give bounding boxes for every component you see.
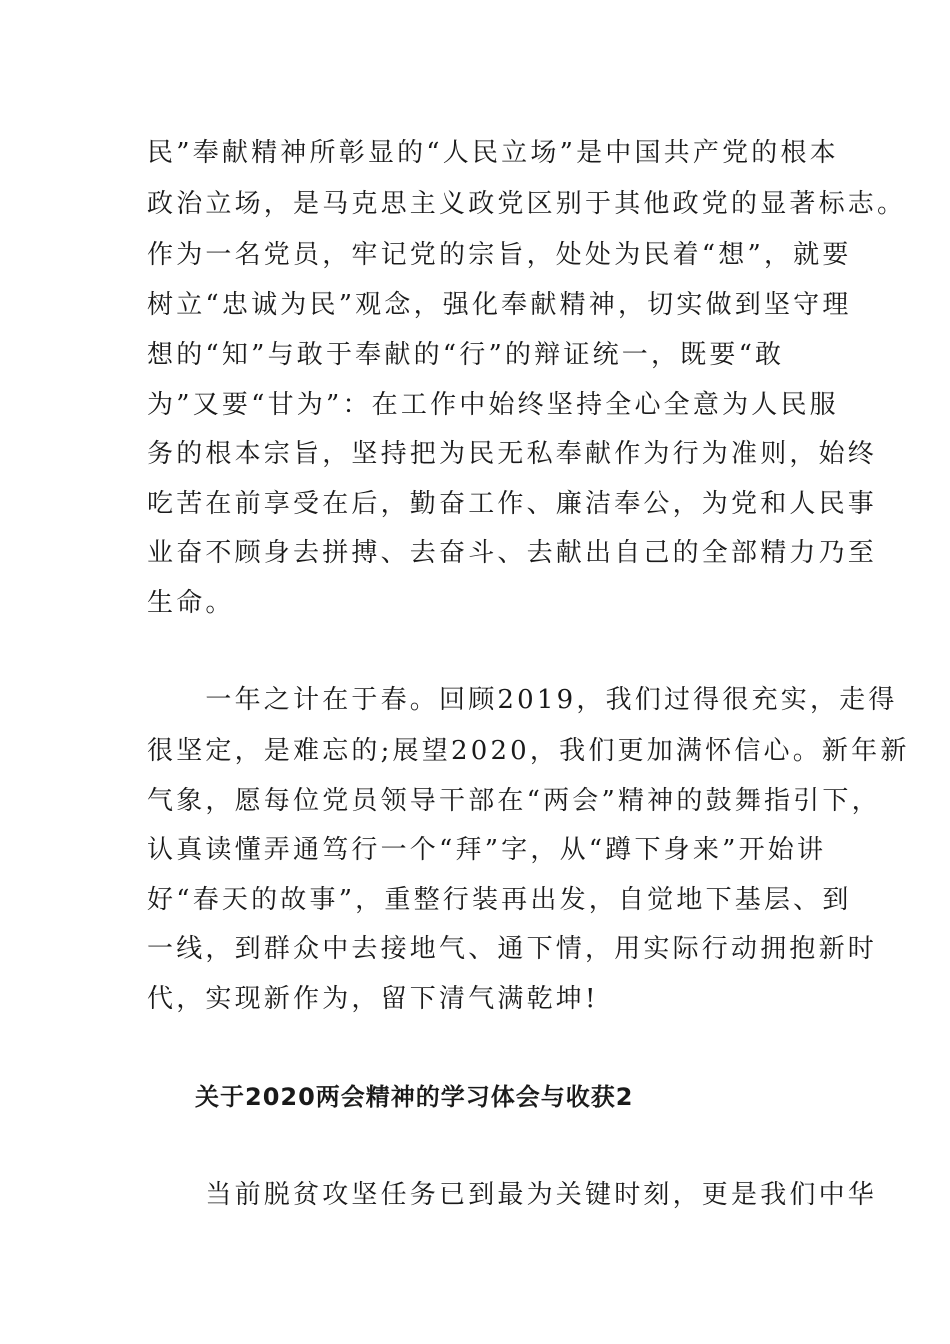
- paragraph-2-line-4: 认真读懂弄通笃行一个“拜”字，从“蹲下身来”开始讲: [147, 835, 827, 865]
- paragraph-2-line-7: 代，实现新作为，留下清气满乾坤!: [147, 984, 599, 1014]
- paragraph-2-line-3: 气象，愿每位党员领导干部在“两会”精神的鼓舞指引下，: [147, 786, 881, 816]
- paragraph-2-line-5: 好“春天的故事”，重整行装再出发，自觉地下基层、到: [147, 885, 852, 915]
- paragraph-1-line-10: 生命。: [147, 588, 235, 618]
- paragraph-2-line-6: 一线，到群众中去接地气、通下情，用实际行动拥抱新时: [147, 934, 878, 964]
- paragraph-1-line-4: 树立“忠诚为民”观念，强化奉献精神，切实做到坚守理: [147, 290, 852, 320]
- paragraph-2-line-1: 一年之计在于春。回顾2019，我们过得很充实，走得: [147, 685, 898, 715]
- paragraph-1-line-8: 吃苦在前享受在后，勤奋工作、廉洁奉公，为党和人民事: [147, 489, 878, 519]
- paragraph-2-line-2: 很坚定，是难忘的;展望2020，我们更加满怀信心。新年新: [147, 736, 910, 766]
- paragraph-1-line-9: 业奋不顾身去拼搏、去奋斗、去献出自己的全部精力乃至: [147, 538, 878, 568]
- paragraph-1-line-3: 作为一名党员，牢记党的宗旨，处处为民着“想”，就要: [147, 240, 852, 270]
- section-heading: 关于2020两会精神的学习体会与收获2: [195, 1083, 634, 1111]
- paragraph-1-line-7: 务的根本宗旨，坚持把为民无私奉献作为行为准则，始终: [147, 439, 878, 469]
- paragraph-1-line-6: 为”又要“甘为”：在工作中始终坚持全心全意为人民服: [147, 390, 839, 420]
- paragraph-1-line-5: 想的“知”与敢于奉献的“行”的辩证统一，既要“敢: [147, 340, 785, 370]
- paragraph-1-line-2: 政治立场，是马克思主义政党区别于其他政党的显著标志。: [147, 189, 907, 219]
- paragraph-3-line-1: 当前脱贫攻坚任务已到最为关键时刻，更是我们中华: [147, 1180, 878, 1210]
- paragraph-1-line-1: 民”奉献精神所彰显的“人民立场”是中国共产党的根本: [147, 138, 839, 168]
